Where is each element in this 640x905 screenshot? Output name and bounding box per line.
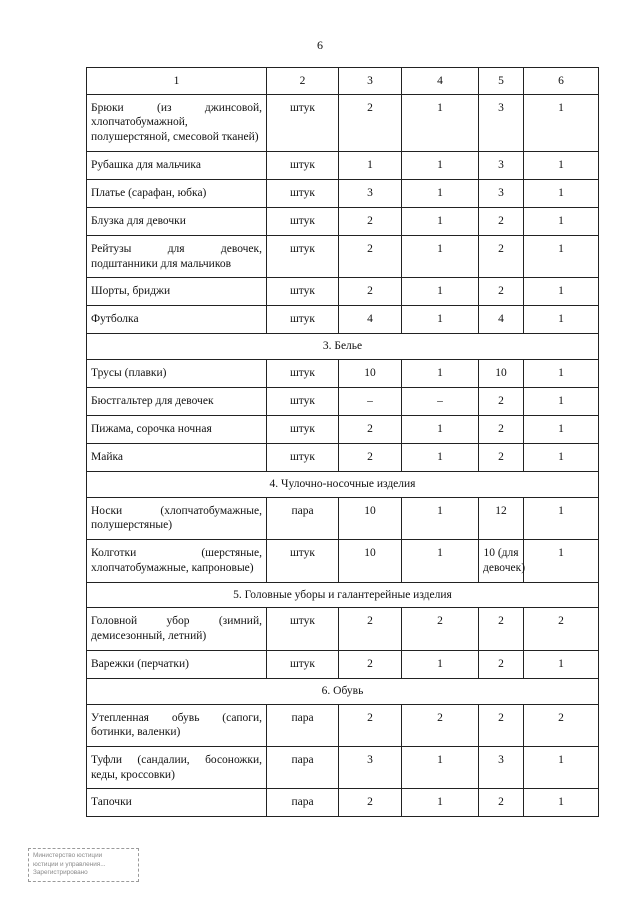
- qty-cell: 2: [339, 235, 402, 277]
- wear-period-alt-cell: 1: [524, 278, 599, 306]
- wear-period-cell: 1: [402, 746, 479, 788]
- item-name-cell: Шорты, бриджи: [87, 278, 267, 306]
- table-body: [87, 94, 599, 817]
- qty-cell: 3: [339, 179, 402, 207]
- wear-period-alt-cell: 1: [524, 497, 599, 539]
- qty-cell: 2: [339, 650, 402, 678]
- qty-cell: 2: [339, 608, 402, 650]
- table-row: [87, 207, 599, 235]
- wear-period-cell: 1: [402, 278, 479, 306]
- wear-period-alt-cell: 1: [524, 746, 599, 788]
- unit-cell: штук: [267, 650, 339, 678]
- wear-period-cell: 1: [402, 444, 479, 472]
- unit-cell: штук: [267, 235, 339, 277]
- qty-cell: 3: [339, 746, 402, 788]
- section-title: 5. Головные уборы и галантерейные изделия: [87, 582, 599, 608]
- unit-cell: штук: [267, 179, 339, 207]
- wear-period-alt-cell: 1: [524, 789, 599, 817]
- unit-cell: штук: [267, 207, 339, 235]
- table-row: [87, 540, 599, 582]
- qty-cell: 4: [339, 306, 402, 334]
- wear-period-cell: 1: [402, 207, 479, 235]
- item-name-cell: Утепленная обувь (сапоги, ботинки, валенки): [87, 704, 267, 746]
- registration-stamp: [28, 848, 139, 882]
- table-row: [87, 650, 599, 678]
- qty-alt-cell: 10 (для девочек): [479, 540, 524, 582]
- item-name-cell: Блузка для девочки: [87, 207, 267, 235]
- wear-period-cell: 1: [402, 650, 479, 678]
- table-row: [87, 388, 599, 416]
- qty-cell: 2: [339, 789, 402, 817]
- qty-cell: 2: [339, 278, 402, 306]
- unit-cell: пара: [267, 497, 339, 539]
- qty-alt-cell: 2: [479, 416, 524, 444]
- wear-period-alt-cell: 1: [524, 179, 599, 207]
- unit-cell: штук: [267, 151, 339, 179]
- item-name-cell: Рубашка для мальчика: [87, 151, 267, 179]
- header-cell-col1: 1: [87, 68, 267, 95]
- unit-cell: штук: [267, 540, 339, 582]
- wear-period-alt-cell: 1: [524, 151, 599, 179]
- qty-alt-cell: 2: [479, 444, 524, 472]
- wear-period-alt-cell: 1: [524, 94, 599, 151]
- wear-period-alt-cell: 1: [524, 207, 599, 235]
- qty-cell: 2: [339, 94, 402, 151]
- wear-period-alt-cell: 1: [524, 650, 599, 678]
- unit-cell: штук: [267, 608, 339, 650]
- wear-period-cell: 1: [402, 497, 479, 539]
- section-title: 6. Обувь: [87, 678, 599, 704]
- wear-period-alt-cell: 1: [524, 360, 599, 388]
- qty-cell: 2: [339, 444, 402, 472]
- table-row: [87, 306, 599, 334]
- unit-cell: штук: [267, 444, 339, 472]
- unit-cell: штук: [267, 94, 339, 151]
- qty-alt-cell: 2: [479, 650, 524, 678]
- section-title: 3. Белье: [87, 334, 599, 360]
- qty-alt-cell: 3: [479, 746, 524, 788]
- norms-table: [86, 67, 599, 817]
- section-row: [87, 582, 599, 608]
- stamp-line: Министерство юстиции: [33, 852, 103, 859]
- item-name-cell: Варежки (перчатки): [87, 650, 267, 678]
- qty-alt-cell: 3: [479, 179, 524, 207]
- qty-alt-cell: 2: [479, 789, 524, 817]
- wear-period-cell: 1: [402, 416, 479, 444]
- wear-period-cell: 2: [402, 704, 479, 746]
- header-cell-col6: 6: [524, 68, 599, 95]
- wear-period-cell: 1: [402, 306, 479, 334]
- wear-period-alt-cell: 2: [524, 608, 599, 650]
- header-cell-col5: 5: [479, 68, 524, 95]
- qty-alt-cell: 2: [479, 704, 524, 746]
- table-row: [87, 151, 599, 179]
- qty-alt-cell: 2: [479, 388, 524, 416]
- qty-alt-cell: 2: [479, 235, 524, 277]
- item-name-cell: Колготки (шерстяные, хлопчатобумажные, капроновые): [87, 540, 267, 582]
- section-row: [87, 334, 599, 360]
- wear-period-cell: 1: [402, 235, 479, 277]
- item-name-cell: Пижама, сорочка ночная: [87, 416, 267, 444]
- item-name-cell: Майка: [87, 444, 267, 472]
- qty-cell: 10: [339, 540, 402, 582]
- unit-cell: пара: [267, 789, 339, 817]
- unit-cell: штук: [267, 306, 339, 334]
- unit-cell: штук: [267, 388, 339, 416]
- wear-period-alt-cell: 2: [524, 704, 599, 746]
- wear-period-alt-cell: 1: [524, 306, 599, 334]
- qty-alt-cell: 4: [479, 306, 524, 334]
- section-row: [87, 678, 599, 704]
- page-number: 6: [317, 38, 323, 52]
- unit-cell: пара: [267, 704, 339, 746]
- wear-period-alt-cell: 1: [524, 388, 599, 416]
- qty-alt-cell: 3: [479, 94, 524, 151]
- table-row: [87, 94, 599, 151]
- unit-cell: штук: [267, 278, 339, 306]
- header-cell-col4: 4: [402, 68, 479, 95]
- table-row: [87, 704, 599, 746]
- qty-cell: –: [339, 388, 402, 416]
- wear-period-cell: 1: [402, 540, 479, 582]
- table-row: [87, 416, 599, 444]
- item-name-cell: Носки (хлопчатобумажные, полушерстяные): [87, 497, 267, 539]
- wear-period-alt-cell: 1: [524, 444, 599, 472]
- item-name-cell: Тапочки: [87, 789, 267, 817]
- qty-cell: 2: [339, 416, 402, 444]
- section-title: 4. Чулочно-носочные изделия: [87, 472, 599, 498]
- table-row: [87, 497, 599, 539]
- qty-alt-cell: 2: [479, 207, 524, 235]
- wear-period-alt-cell: 1: [524, 540, 599, 582]
- item-name-cell: Платье (сарафан, юбка): [87, 179, 267, 207]
- unit-cell: пара: [267, 746, 339, 788]
- table-row: [87, 746, 599, 788]
- item-name-cell: Туфли (сандалии, босоножки, кеды, кроссовки): [87, 746, 267, 788]
- table-row: [87, 608, 599, 650]
- qty-alt-cell: 3: [479, 151, 524, 179]
- qty-cell: 10: [339, 360, 402, 388]
- qty-alt-cell: 10: [479, 360, 524, 388]
- table-row: [87, 444, 599, 472]
- qty-alt-cell: 2: [479, 608, 524, 650]
- table-row: [87, 789, 599, 817]
- qty-alt-cell: 2: [479, 278, 524, 306]
- table-row: [87, 179, 599, 207]
- unit-cell: штук: [267, 416, 339, 444]
- stamp-line: юстиции и управления...: [33, 860, 106, 868]
- qty-cell: 2: [339, 704, 402, 746]
- header-cell-col2: 2: [267, 68, 339, 95]
- wear-period-cell: 1: [402, 179, 479, 207]
- unit-cell: штук: [267, 360, 339, 388]
- table-row: [87, 235, 599, 277]
- wear-period-cell: –: [402, 388, 479, 416]
- qty-cell: 1: [339, 151, 402, 179]
- item-name-cell: Головной убор (зимний, демисезонный, летний): [87, 608, 267, 650]
- wear-period-cell: 1: [402, 94, 479, 151]
- item-name-cell: Футболка: [87, 306, 267, 334]
- item-name-cell: Рейтузы для девочек, подштанники для мальчиков: [87, 235, 267, 277]
- wear-period-cell: 1: [402, 151, 479, 179]
- table-row: [87, 278, 599, 306]
- item-name-cell: Брюки (из джинсовой, хлопчатобумажной, полушерстяной, смесовой тканей): [87, 94, 267, 151]
- wear-period-alt-cell: 1: [524, 416, 599, 444]
- wear-period-cell: 1: [402, 789, 479, 817]
- wear-period-cell: 2: [402, 608, 479, 650]
- qty-cell: 2: [339, 207, 402, 235]
- wear-period-alt-cell: 1: [524, 235, 599, 277]
- section-row: [87, 472, 599, 498]
- wear-period-cell: 1: [402, 360, 479, 388]
- header-cell-col3: 3: [339, 68, 402, 95]
- qty-alt-cell: 12: [479, 497, 524, 539]
- stamp-line: Зарегистрировано: [33, 869, 88, 877]
- qty-cell: 10: [339, 497, 402, 539]
- header-row: [87, 68, 599, 95]
- item-name-cell: Трусы (плавки): [87, 360, 267, 388]
- table-row: [87, 360, 599, 388]
- item-name-cell: Бюстгальтер для девочек: [87, 388, 267, 416]
